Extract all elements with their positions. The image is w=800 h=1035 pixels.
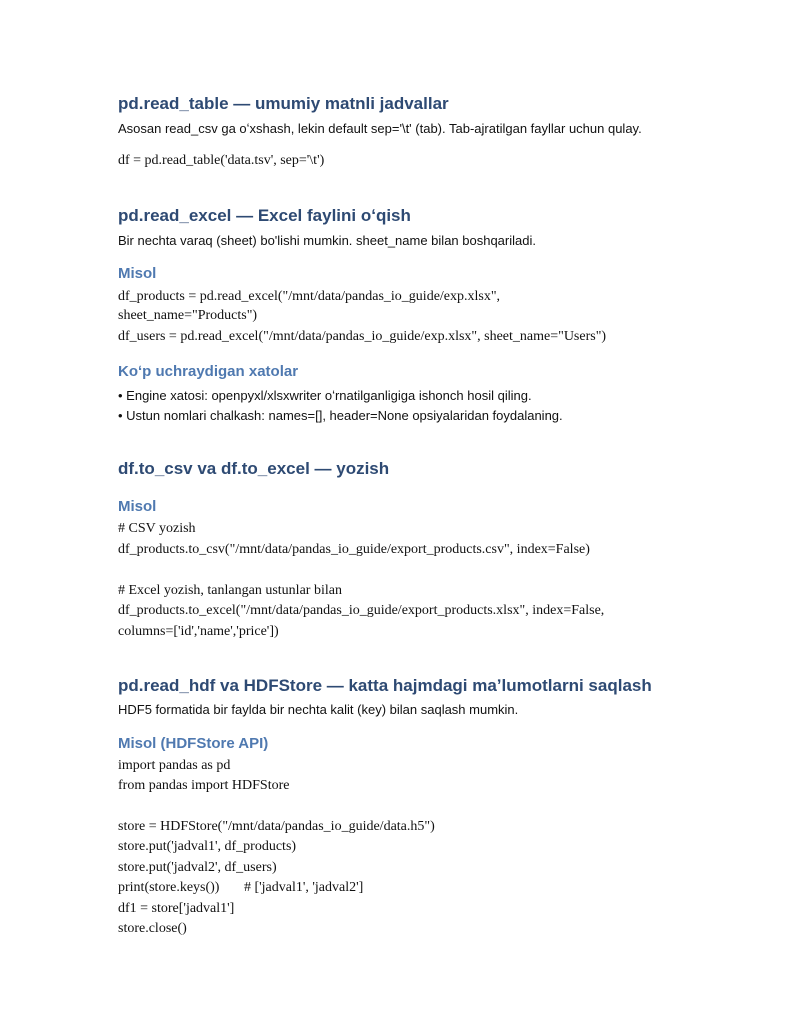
section-heading-to-csv: df.to_csv va df.to_excel — yozish xyxy=(118,459,390,478)
section-heading-read-table: pd.read_table — umumiy matnli jadvallar xyxy=(118,94,449,113)
to-csv-code-line: # CSV yozish xyxy=(118,521,196,536)
read-excel-code-line: df_users = pd.read_excel("/mnt/data/pandas_io_guide/exp.xlsx", sheet_name="Users") xyxy=(118,329,607,344)
read-excel-error-item: • Ustun nomlari chalkash: names=[], header=None opsiyalaridan foydalaning. xyxy=(118,408,563,423)
to-csv-code-line: columns=['id','name','price']) xyxy=(118,624,279,639)
to-csv-code-line: df_products.to_excel("/mnt/data/pandas_io_guide/export_products.xlsx", index=False, xyxy=(118,603,605,618)
read-excel-code-line: sheet_name="Products") xyxy=(118,308,258,323)
read-table-description: Asosan read_csv ga oʻxshash, lekin default sep='\t' (tab). Tab-ajratilgan fayllar uchun qulay. xyxy=(118,121,642,136)
to-csv-code-line: # Excel yozish, tanlangan ustunlar bilan xyxy=(118,583,342,598)
read-excel-code-line: df_products = pd.read_excel("/mnt/data/pandas_io_guide/exp.xlsx", xyxy=(118,289,501,304)
read-hdf-code-line: from pandas import HDFStore xyxy=(118,778,290,793)
read-hdf-code-line: store.put('jadval1', df_products) xyxy=(118,839,297,854)
read-hdf-code-line: store.put('jadval2', df_users) xyxy=(118,860,277,875)
section-heading-read-hdf: pd.read_hdf va HDFStore — katta hajmdagi maʼlumotlarni saqlash xyxy=(118,676,652,695)
read-hdf-code-line: store.close() xyxy=(118,921,187,936)
read-table-code-line: df = pd.read_table('data.tsv', sep='\t') xyxy=(118,153,325,168)
read-hdf-description: HDF5 formatida bir faylda bir nechta kalit (key) bilan saqlash mumkin. xyxy=(118,702,519,717)
to-csv-example-heading: Misol xyxy=(118,498,157,515)
to-csv-code-line: df_products.to_csv("/mnt/data/pandas_io_guide/export_products.csv", index=False) xyxy=(118,542,590,557)
read-excel-description: Bir nechta varaq (sheet) bo'lishi mumkin. sheet_name bilan boshqariladi. xyxy=(118,233,536,248)
read-hdf-code-line: store = HDFStore("/mnt/data/pandas_io_guide/data.h5") xyxy=(118,819,435,834)
read-excel-error-item: • Engine xatosi: openpyxl/xlsxwriter oʻrnatilganligiga ishonch hosil qiling. xyxy=(118,388,532,403)
read-hdf-code-line: print(store.keys()) # ['jadval1', 'jadval2'] xyxy=(118,880,364,895)
read-excel-example-heading: Misol xyxy=(118,265,157,282)
read-excel-errors-heading: Koʻp uchraydigan xatolar xyxy=(118,363,299,380)
read-hdf-example-heading: Misol (HDFStore API) xyxy=(118,735,269,752)
read-hdf-code-line: df1 = store['jadval1'] xyxy=(118,901,235,916)
read-hdf-code-line: import pandas as pd xyxy=(118,758,231,773)
section-heading-read-excel: pd.read_excel — Excel faylini oʻqish xyxy=(118,206,411,225)
